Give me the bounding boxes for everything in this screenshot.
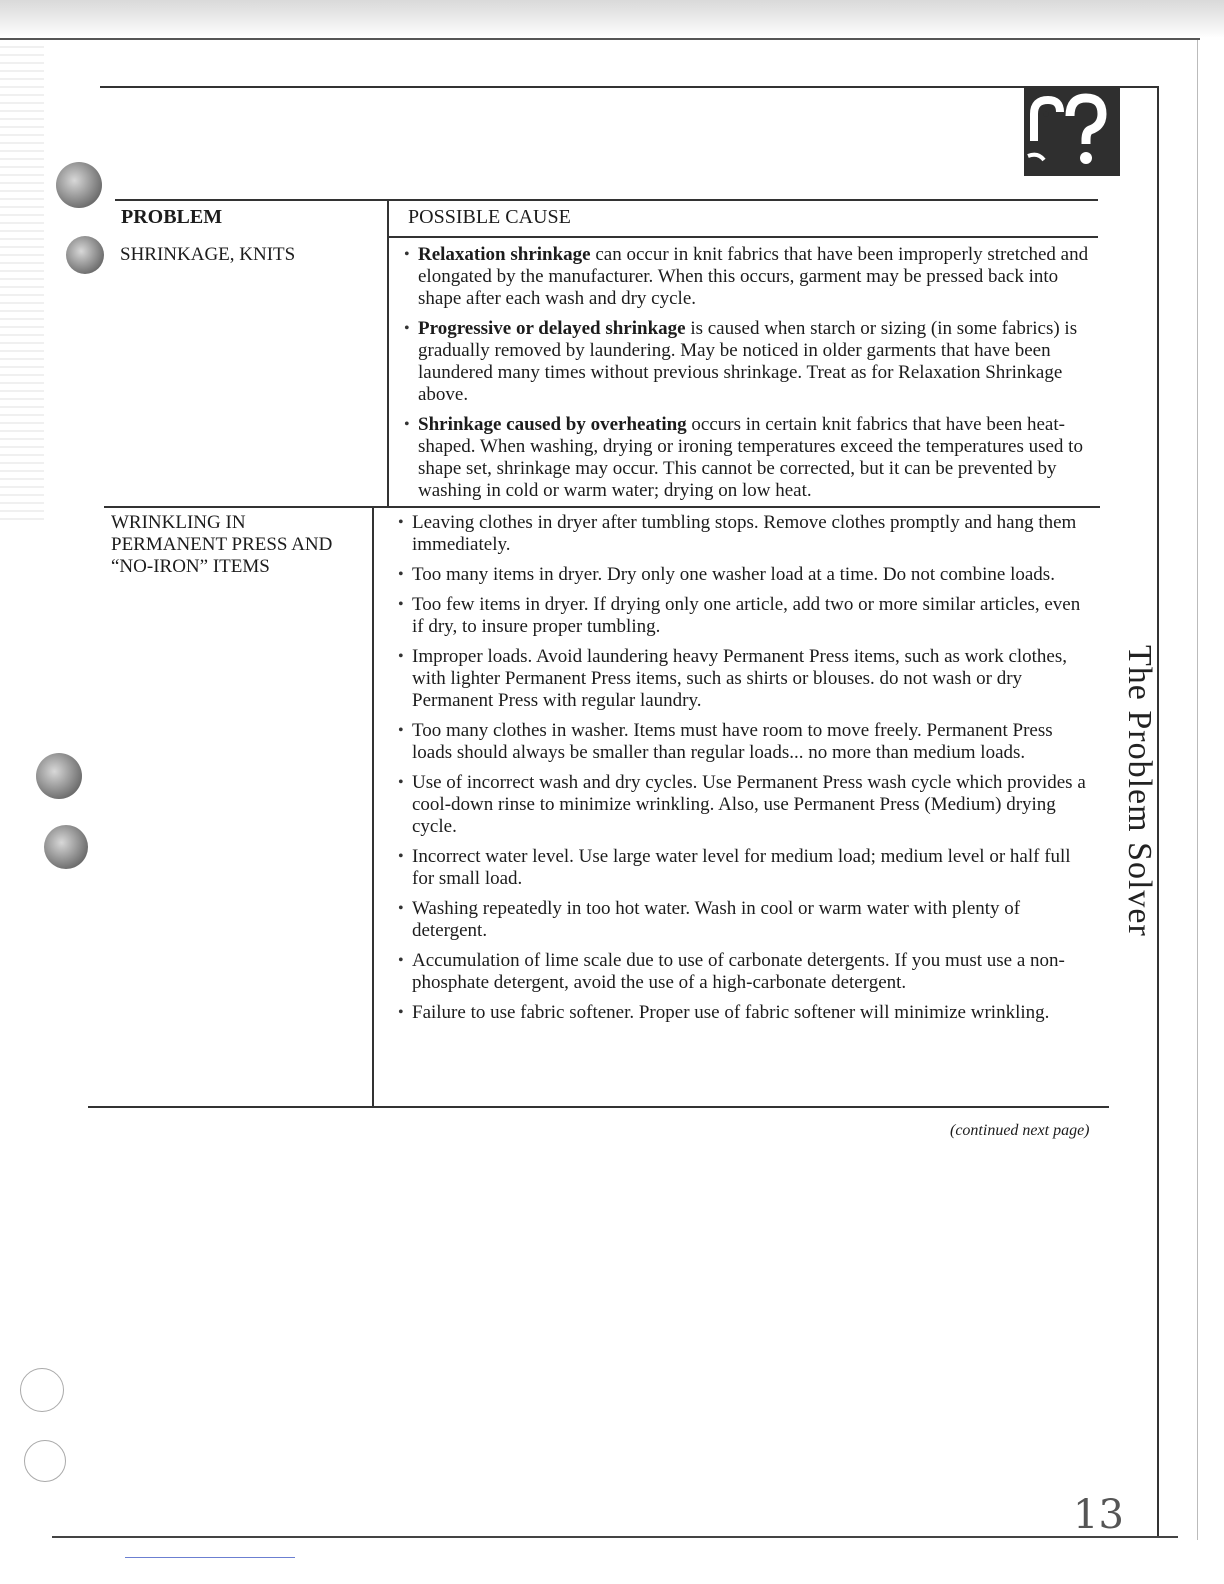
cause-list-shrinkage: [404, 244, 1094, 510]
list-item: [398, 846, 1094, 890]
list-item: [398, 898, 1094, 942]
list-item: [404, 318, 1094, 406]
page-bottom-edge: [52, 1536, 1178, 1538]
top-rule: [100, 86, 1158, 88]
list-item: [398, 564, 1094, 586]
cause-text: occurs in certain knit fabrics that have been heat-shaped. When washing, drying or ironing temperatures exceed the temperatures used to shape set, shrinkage may occur. This cannot be corrected, but it can be prevented by washing in cold or warm water; drying on low heat.: [418, 414, 1083, 501]
list-item: [398, 1002, 1094, 1024]
page-right-edge: [1197, 40, 1224, 1540]
cause-text: Failure to use fabric softener. Proper use of fabric softener will minimize wrinkling.: [412, 1002, 1050, 1023]
list-item: [404, 244, 1094, 310]
list-item: [398, 720, 1094, 764]
cause-text: Use of incorrect wash and dry cycles. Use Permanent Press wash cycle which provides a cool-down rinse to minimize wrinkling. Also, use Permanent Press (Medium) drying cycle.: [412, 772, 1086, 837]
binder-hole-icon: [66, 236, 104, 274]
list-item: [398, 950, 1094, 994]
cause-text: can occur in knit fabrics that have been improperly stretched and elongated by the manufacturer. When this occurs, garment may be pressed back into shape after each wash and dry cycle.: [418, 244, 1089, 309]
cause-text: Washing repeatedly in too hot water. Wash in cool or warm water with plenty of detergent.: [412, 898, 1021, 941]
cause-text: Too few items in dryer. If drying only one article, add two or more similar articles, even if dry, to insure proper tumbling.: [412, 594, 1081, 637]
question-mark-logo-icon: [1024, 86, 1120, 176]
header-underline: [388, 236, 1098, 238]
scan-header-strip: [0, 0, 1224, 38]
column-header-cause: POSSIBLE CAUSE: [408, 206, 571, 228]
binder-hole-icon: [44, 825, 88, 869]
page-number: 13: [1073, 1492, 1124, 1538]
list-item: [398, 594, 1094, 638]
cause-term: Relaxation shrinkage: [418, 244, 591, 265]
problem-shrinkage-knits: SHRINKAGE, KNITS: [120, 244, 296, 265]
cause-text: Leaving clothes in dryer after tumbling stops. Remove clothes promptly and hang them immediately.: [412, 512, 1077, 555]
cause-text: Improper loads. Avoid laundering heavy Permanent Press items, such as work clothes, with lighter Permanent Press items, such as shirts or blouses. do not wash or dry Permanent Press with regular laundry.: [412, 646, 1068, 711]
continued-note: (continued next page): [950, 1122, 1090, 1139]
list-item: [398, 512, 1094, 556]
list-item: [398, 772, 1094, 838]
binder-hole-icon: [56, 162, 102, 208]
column-header-problem: PROBLEM: [121, 206, 223, 228]
cause-term: Progressive or delayed shrinkage: [418, 318, 686, 339]
section-title-vertical: The Problem Solver: [1121, 645, 1158, 937]
cause-text: Too many items in dryer. Dry only one washer load at a time. Do not combine loads.: [412, 564, 1055, 585]
problem-wrinkling: WRINKLING IN PERMANENT PRESS AND “NO-IRON” ITEMS: [111, 512, 333, 577]
question-mark-glyph-icon: [1024, 86, 1120, 176]
cause-text: Incorrect water level. Use large water level for medium load; medium level or half full for small load.: [412, 846, 1071, 889]
cause-text: is caused when starch or sizing (in some fabrics) is gradually removed by laundering. May be noticed in older garments that have been laundered many times without previous shrinkage. Treat as for Relaxation Shrinkage above.: [418, 318, 1078, 405]
scan-margin-noise: [0, 40, 44, 520]
cause-term: Shrinkage caused by overheating: [418, 414, 687, 435]
binder-hole-icon: [36, 753, 82, 799]
scan-edge-line: [0, 38, 1200, 40]
cause-text: Accumulation of lime scale due to use of carbonate detergents. If you must use a non-phosphate detergent, avoid the use of a high-carbonate detergent.: [412, 950, 1065, 993]
empty-binder-hole-icon: [24, 1440, 66, 1482]
column-divider: [372, 506, 374, 1106]
bottom-underline: [125, 1557, 295, 1558]
list-item: [404, 414, 1094, 502]
empty-binder-hole-icon: [20, 1368, 64, 1412]
table-bottom-rule: [88, 1106, 1109, 1108]
list-item: [398, 646, 1094, 712]
cause-list-wrinkling: [398, 512, 1094, 1032]
cause-text: Too many clothes in washer. Items must have room to move freely. Permanent Press loads should always be smaller than regular loads... no more than medium loads.: [412, 720, 1053, 763]
table-top-rule: [115, 199, 1098, 201]
column-divider: [387, 200, 389, 506]
